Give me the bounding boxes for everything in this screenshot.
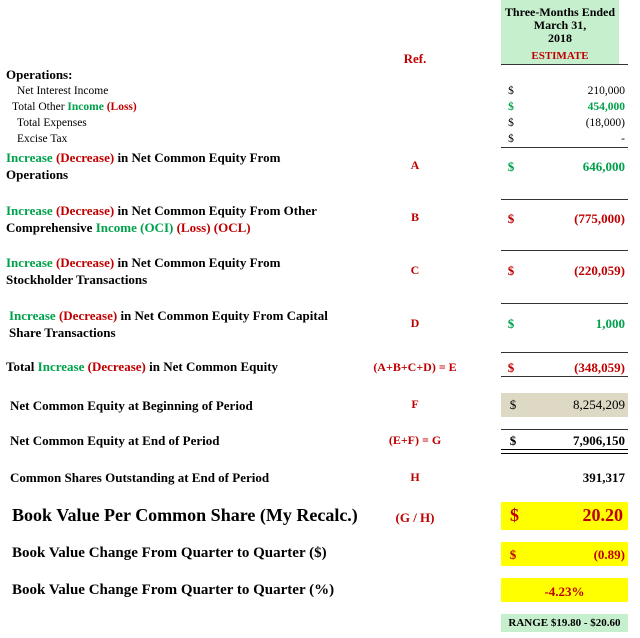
- row-a-label: Increase (Decrease) in Net Common Equity From Operations: [6, 150, 281, 182]
- period-line-3: 2018: [548, 31, 572, 45]
- row-a-dollar: $: [507, 159, 515, 174]
- ref-header: Ref.: [403, 51, 427, 66]
- row-b-ref: B: [410, 210, 419, 224]
- estimate-label: ESTIMATE: [531, 50, 589, 62]
- row-e-ref: (A+B+C+D) = E: [373, 360, 457, 374]
- row-h-value: 391,317: [582, 470, 625, 485]
- chg-dollar-label: Book Value Change From Quarter to Quarter ($): [12, 545, 327, 561]
- op-value-3: (18,000): [585, 117, 625, 129]
- chg-dollar-sign: $: [509, 547, 517, 562]
- ops-rule: [501, 147, 628, 148]
- row-f-dollar: $: [509, 397, 517, 412]
- chg-pct-value: -4.23%: [544, 584, 585, 599]
- bv-value: 20.20: [582, 505, 623, 525]
- row-c-ref: C: [410, 263, 420, 277]
- row-d-label: Increase (Decrease) in Net Common Equity From Capital Share Transactions: [9, 308, 328, 340]
- chg-pct-label: Book Value Change From Quarter to Quarter (%): [12, 582, 335, 598]
- operations-title: Operations:: [6, 67, 73, 82]
- range-box: RANGE $19.80 - $20.60: [501, 614, 628, 632]
- bv-dollar: $: [510, 505, 519, 525]
- row-f-label: Net Common Equity at Beginning of Period: [10, 398, 253, 413]
- row-f-value: 8,254,209: [573, 397, 625, 412]
- header-rule: [501, 64, 628, 65]
- op-item-net-interest: Net Interest Income: [17, 85, 109, 97]
- period-line-1: Three-Months Ended: [504, 5, 616, 19]
- period-header: [501, 0, 619, 64]
- op-item-excise-tax: Excise Tax: [17, 133, 68, 145]
- op-dollar-4: $: [508, 133, 514, 145]
- bv-label: Book Value Per Common Share (My Recalc.): [12, 505, 358, 525]
- row-d-rule: [501, 352, 628, 353]
- bv-ref: (G / H): [395, 510, 435, 525]
- row-e-rule: [501, 376, 628, 377]
- row-h-label: Common Shares Outstanding at End of Period: [10, 470, 270, 485]
- row-e-value: (348,059): [574, 360, 625, 375]
- op-item-total-expenses: Total Expenses: [17, 117, 87, 129]
- row-g-double-rule: [501, 449, 628, 454]
- op-dollar-2: $: [508, 101, 514, 113]
- row-c-rule: [501, 303, 628, 304]
- row-d-value: 1,000: [595, 316, 625, 331]
- row-c-label: Increase (Decrease) in Net Common Equity From Stockholder Transactions: [6, 255, 281, 287]
- row-c-dollar: $: [507, 263, 515, 278]
- op-value-1: 210,000: [587, 85, 625, 97]
- row-b-value: (775,000): [574, 211, 625, 226]
- row-g-ref: (E+F) = G: [388, 433, 442, 447]
- row-a-ref: A: [410, 158, 420, 172]
- row-b-rule: [501, 250, 628, 251]
- row-g-dollar: $: [509, 433, 517, 448]
- row-d-ref: D: [410, 316, 420, 330]
- op-item-other-income: Total Other Income (Loss): [12, 101, 137, 113]
- row-c-value: (220,059): [574, 263, 625, 278]
- row-g-value: 7,906,150: [573, 433, 625, 448]
- op-value-2: 454,000: [587, 101, 625, 113]
- row-a-value: 646,000: [582, 159, 625, 174]
- row-a-rule: [501, 199, 628, 200]
- op-dollar-1: $: [508, 85, 514, 97]
- row-b-dollar: $: [507, 211, 515, 226]
- row-h-ref: H: [410, 470, 420, 484]
- op-dollar-3: $: [508, 117, 514, 129]
- row-g-top-rule: [501, 429, 628, 430]
- op-value-4: -: [621, 133, 625, 145]
- row-e-dollar: $: [507, 360, 515, 375]
- row-g-label: Net Common Equity at End of Period: [10, 433, 220, 448]
- row-f-ref: F: [411, 397, 419, 411]
- row-d-dollar: $: [507, 316, 515, 331]
- row-b-label: Increase (Decrease) in Net Common Equity From Other Comprehensive Income (OCI) (Loss) (OCL): [6, 203, 317, 235]
- period-line-2: March 31,: [533, 18, 587, 32]
- row-e-label: Total Increase (Decrease) in Net Common Equity: [6, 359, 279, 374]
- chg-dollar-value: (0.89): [593, 547, 625, 562]
